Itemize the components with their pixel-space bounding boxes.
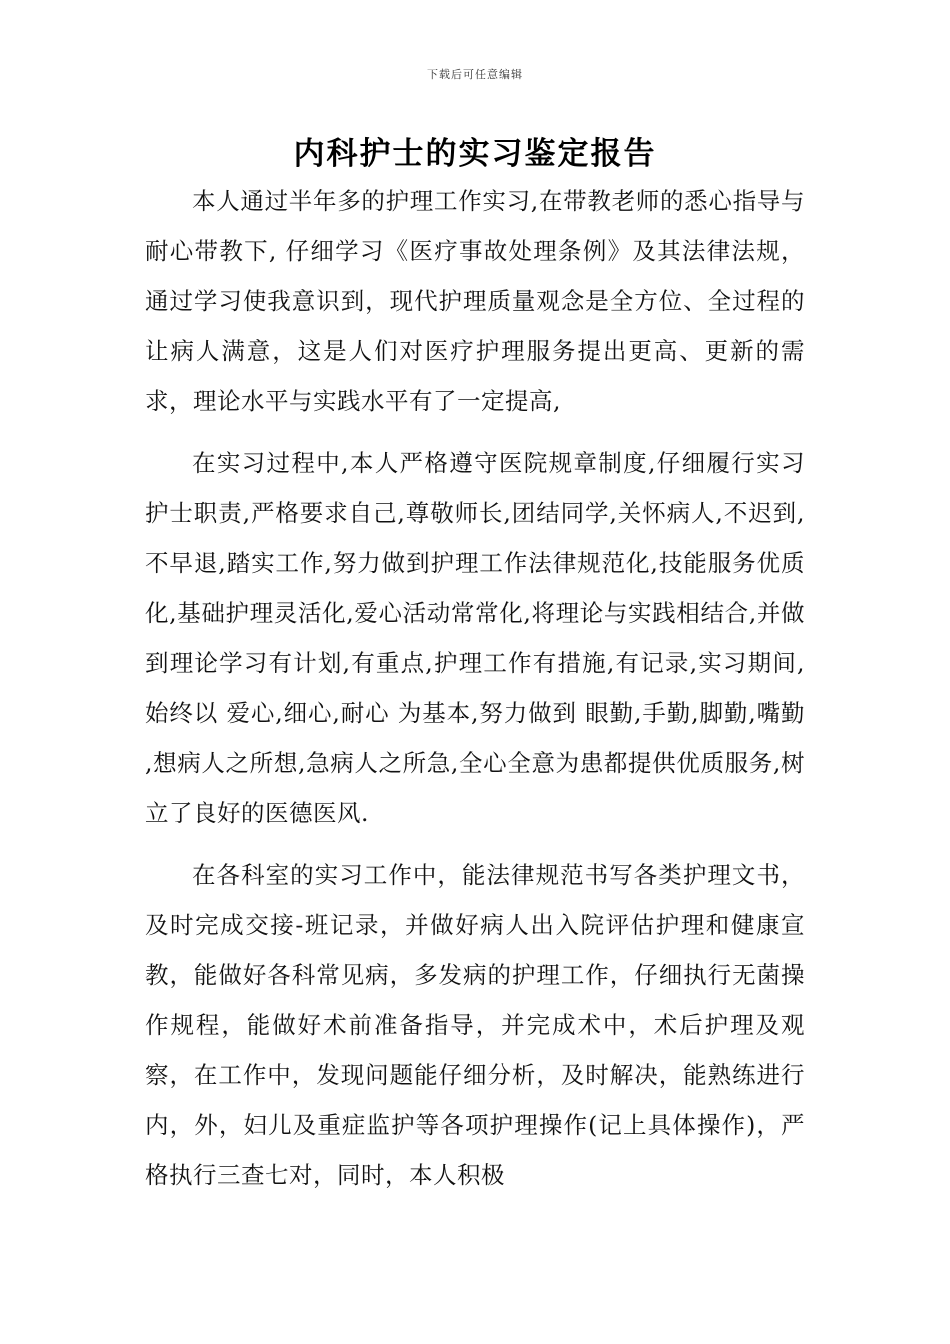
paragraph-2: 在实习过程中,本人严格遵守医院规章制度,仔细履行实习护士职责,严格要求自己,尊敬师长,团结同学,关怀病人,不迟到,不早退,踏实工作,努力做到护理工作法律规范化,技能服务优质化,基础护理灵活化,爱心活动常常化,将理论与实践相结合,并做到理论学习有计划,有重点,护理工作有措施,有记录,实习期间,始终以 爱心,细心,耐心 为基本,努力做到 眼勤,手勤,脚勤,嘴勤 ,想病人之所想,急病人之所急,全心全意为患都提供优质服务,树立了良好的医德医风. (145, 449, 805, 827)
paragraph-1: 本人通过半年多的护理工作实习,在带教老师的悉心指导与耐心带教下, 仔细学习《医疗事故处理条例》及其法律法规，通过学习使我意识到，现代护理质量观念是全方位、全过程的让病人满意，这是人们对医疗护理服务提出更高、更新的需求，理论水平与实践水平有了一定提高, (145, 187, 805, 415)
document-title: 内科护士的实习鉴定报告 (293, 136, 657, 172)
document-body (145, 176, 805, 1200)
paragraph-3: 在各科室的实习工作中，能法律规范书写各类护理文书，及时完成交接-班记录，并做好病人出入院评估护理和健康宣教，能做好各科常见病，多发病的护理工作，仔细执行无菌操作规程，能做好术前准备指导，并完成术中，术后护理及观察，在工作中，发现问题能仔细分析，及时解决，能熟练进行 内，外，妇儿及重症监护等各项护理操作(记上具体操作)，严格执行三查七对，同时，本人积极 (145, 861, 805, 1189)
download-note: 下载后可任意编辑 (427, 68, 523, 81)
